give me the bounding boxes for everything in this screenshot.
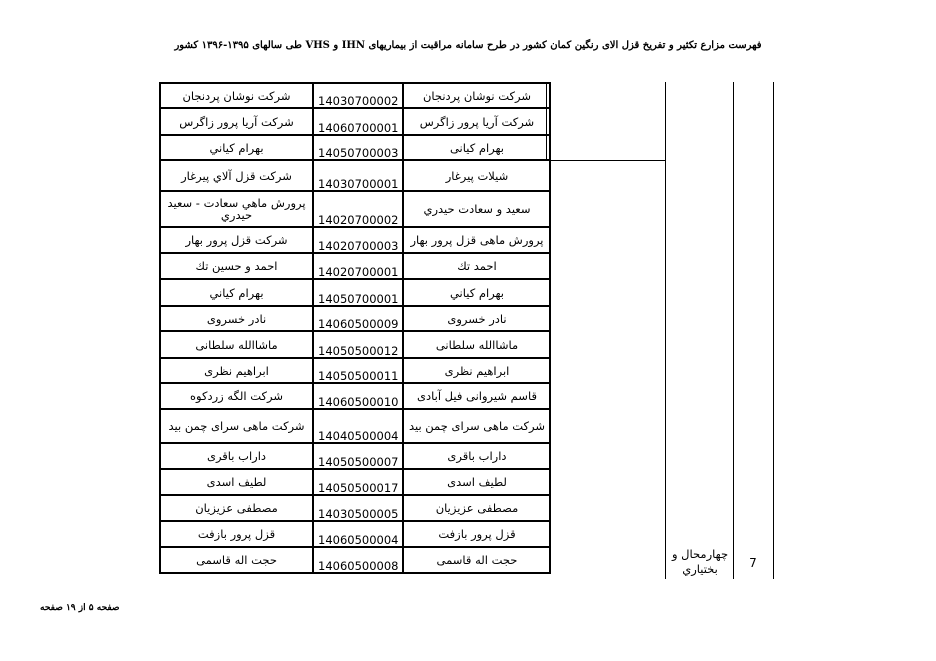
owner-cell: شرکت قزل آلاي پیرغار — [160, 160, 313, 191]
code-cell: 14020700003 — [313, 227, 403, 253]
owner-cell: احمد و حسین تك — [160, 253, 313, 279]
owner-cell: داراب باقری — [160, 443, 313, 469]
farm-name-cell: شرکت ماهی سرای چمن بید — [403, 409, 550, 443]
owner-cell: ابراهیم نظری — [160, 358, 313, 383]
row-rule-group — [546, 160, 666, 161]
table-row — [160, 306, 550, 331]
farm-name-cell: شرکت آریا پرور زاگرس — [403, 108, 550, 135]
code-cell: 14040500004 — [313, 409, 403, 443]
code-cell: 14060500008 — [313, 547, 403, 573]
code-cell: 14020700001 — [313, 253, 403, 279]
farm-name-cell: حجت اله قاسمی — [403, 547, 550, 573]
province-number: 7 — [749, 556, 757, 570]
farm-name-cell: بهرام کیانی — [403, 135, 550, 160]
code-cell: 14060500010 — [313, 383, 403, 409]
code-cell: 14060500004 — [313, 521, 403, 547]
table-row — [160, 469, 550, 495]
owner-cell: شرکت آریا پرور زاگرس — [160, 108, 313, 135]
table-row — [160, 495, 550, 521]
owner-cell: شرکت قزل پرور بهار — [160, 227, 313, 253]
document-title: فهرست مزارع تکثیر و تفریخ قزل الای رنگین کمان کشور در طرح سامانه مراقبت از بیماریهای IHN و VHS طی سالهای ۱۳۹۵-۱۳۹۶ کشور — [174, 40, 762, 51]
code-cell: 14050700001 — [313, 279, 403, 306]
code-cell: 14050700003 — [313, 135, 403, 160]
farm-name-cell: ابراهیم نظری — [403, 358, 550, 383]
code-cell: 14050500011 — [313, 358, 403, 383]
table-row — [160, 358, 550, 383]
table-row — [160, 383, 550, 409]
table-row — [160, 135, 550, 160]
table-row — [160, 253, 550, 279]
table-row — [160, 443, 550, 469]
farm-name-cell: شرکت نوشان پردنجان — [403, 83, 550, 108]
farm-name-cell: مصطفی عزیزیان — [403, 495, 550, 521]
farm-name-cell: بهرام کیاني — [403, 279, 550, 306]
code-cell: 14050500007 — [313, 443, 403, 469]
owner-cell: لطیف اسدی — [160, 469, 313, 495]
code-cell: 14030500005 — [313, 495, 403, 521]
code-cell: 14030700002 — [313, 83, 403, 108]
page-footer: صفحه ۵ از ۱۹ صفحه — [40, 603, 120, 613]
farm-name-cell: لطیف اسدی — [403, 469, 550, 495]
table-row — [160, 331, 550, 358]
table-row — [160, 279, 550, 306]
table-row — [160, 521, 550, 547]
farm-table — [159, 82, 551, 574]
code-cell: 14060700001 — [313, 108, 403, 135]
farm-name-cell: ماشاالله سلطانی — [403, 331, 550, 358]
owner-cell: شرکت ماهی سرای چمن بید — [160, 409, 313, 443]
farm-name-cell: سعید و سعادت حیدري — [403, 191, 550, 227]
farm-name-cell: قاسم شیروانی فیل آبادی — [403, 383, 550, 409]
table-row — [160, 227, 550, 253]
owner-cell: قزل پرور بازفت — [160, 521, 313, 547]
owner-cell: پرورش ماهي سعادت - سعید حیدري — [160, 191, 313, 227]
owner-cell: بهرام کیاني — [160, 279, 313, 306]
owner-cell: شرکت نوشان پردنجان — [160, 83, 313, 108]
code-cell: 14020700002 — [313, 191, 403, 227]
table-row — [160, 83, 550, 108]
owner-cell: بهرام کیاني — [160, 135, 313, 160]
owner-cell: حجت اله قاسمی — [160, 547, 313, 573]
column-rule-province-right — [733, 82, 734, 579]
table-row — [160, 108, 550, 135]
code-cell: 14050500017 — [313, 469, 403, 495]
table-row — [160, 409, 550, 443]
farm-name-cell: داراب باقری — [403, 443, 550, 469]
owner-cell: شرکت الگه زردکوه — [160, 383, 313, 409]
column-rule-province — [665, 82, 666, 579]
code-cell: 14060500009 — [313, 306, 403, 331]
code-cell: 14030700001 — [313, 160, 403, 191]
farm-name-cell: قزل پرور بازفت — [403, 521, 550, 547]
owner-cell: نادر خسروی — [160, 306, 313, 331]
farm-name-cell: احمد تك — [403, 253, 550, 279]
owner-cell: مصطفی عزیزیان — [160, 495, 313, 521]
table-row — [160, 547, 550, 573]
farm-name-cell: شیلات پیرغار — [403, 160, 550, 191]
owner-cell: ماشاالله سلطانی — [160, 331, 313, 358]
table-row — [160, 191, 550, 227]
table-row — [160, 160, 550, 191]
farm-name-cell: نادر خسروی — [403, 306, 550, 331]
code-cell: 14050500012 — [313, 331, 403, 358]
province-name: چهارمحال و بختیاري — [671, 547, 729, 576]
column-rule-number-right — [773, 82, 774, 579]
farm-name-cell: پرورش ماهی قزل پرور بهار — [403, 227, 550, 253]
